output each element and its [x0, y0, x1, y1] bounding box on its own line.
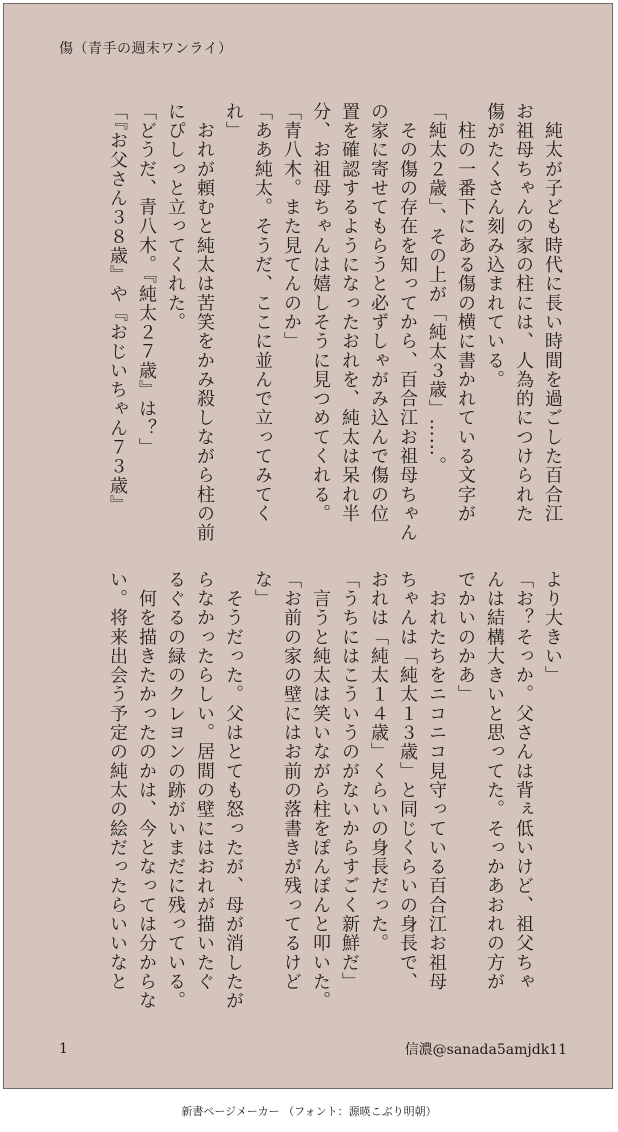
text-column: にぴしっと立ってくれた。 [165, 102, 186, 332]
text-column: 置を確認するようになったおれを、純太は呆れ半 [339, 102, 360, 524]
text-column: 純太が子ども時代に長い時間を過ごした百合江 [542, 102, 563, 524]
text-column: らなかったらしい。居間の壁にはおれが描いたぐ [194, 570, 215, 992]
text-column: の家に寄せてもらうと必ずしゃがみ込んで傷の位 [368, 102, 389, 524]
story-title: 傷（青手の週末ワンライ） [59, 41, 233, 57]
text-column: おれは「純太１４歳」くらいの身長だった。 [368, 570, 389, 953]
upper-text-block [47, 102, 567, 542]
text-column: な」 [252, 570, 273, 609]
text-column: おれたちをニコニコ見守っている百合江お祖母 [426, 570, 447, 992]
text-column: 言うと純太は笑いながら柱をぽんぽんと叩いた。 [310, 570, 331, 1011]
text-column: 分、お祖母ちゃんは嬉しそうに見つめてくれる。 [310, 102, 331, 524]
text-column: でかいのかあ」 [455, 570, 476, 705]
text-column: 柱の一番下にある傷の横に書かれている文字が [455, 102, 476, 524]
text-column: ちゃんは「純太１３歳」と同じくらいの身長で、 [397, 570, 418, 992]
text-column: 「純太２歳」、その上が「純太３歳」……。 [426, 102, 447, 476]
text-column: 「どうだ、青八木。『純太２７歳』は？」 [136, 102, 157, 457]
text-column: 「うちにはこういうのがないからすごく新鮮だ」 [339, 570, 360, 992]
text-column: その傷の存在を知ってから、百合江お祖母ちゃん [397, 102, 418, 543]
text-column: 何を描きたかったのかは、今となっては分からな [136, 570, 157, 1011]
text-column: 「お前の家の壁にはお前の落書きが残ってるけど [281, 570, 302, 992]
text-column: れ」 [223, 102, 244, 141]
text-column: 「『お父さん３８歳』や『おじいちゃん７３歳』 [107, 102, 128, 515]
text-column: 傷がたくさん刻み込まれている。 [484, 102, 505, 390]
text-column: より大きい」 [542, 570, 563, 685]
text-column: そうだった。父はとても怒ったが、母が消したが [223, 570, 244, 1011]
text-column: おれが頼むと純太は苦笑をかみ殺しながら柱の前 [194, 102, 215, 543]
book-page [3, 3, 613, 1089]
author-credit: 信濃@sanada5amjdk11 [404, 1042, 567, 1058]
text-column: い。将来出会う予定の純太の絵だったらいいなと [107, 570, 128, 992]
generator-footer: 新書ページメーカー （フォント：源暎こぶり明朝） [181, 1105, 437, 1118]
text-column: 「お？そっか。父さんは背ぇ低いけど、祖父ちゃ [513, 570, 534, 992]
lower-text-block [47, 570, 567, 1010]
text-column: 「ああ純太。そうだ、ここに並んで立ってみてく [252, 102, 273, 524]
page-number: 1 [59, 1041, 68, 1057]
text-column: お祖母ちゃんの家の柱には、人為的につけられた [513, 102, 534, 524]
text-column: 「青八木。また見てんのか」 [281, 102, 302, 351]
text-column: んは結構大きいと思ってた。そっかあおれの方が [484, 570, 505, 992]
text-column: るぐるの緑のクレヨンの跡がいまだに残っている。 [165, 570, 186, 1011]
